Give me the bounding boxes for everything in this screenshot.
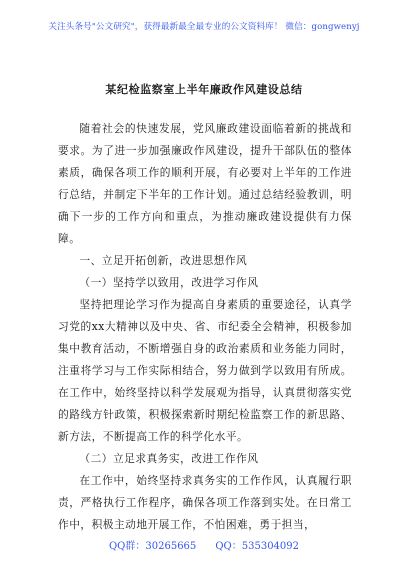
section-heading-1: 一、立足开拓创新，改进思想作风 xyxy=(79,254,248,267)
study-style-paragraph: 坚持把理论学习作为提高自身素质的重要途径，认真学习党的xx大精神以及中央、省、市纪委全会精神，积极参加集中教育活动，不断增强自身的政治素质和业务能力同时，注重将学习与工作实际相结合，努力做到学以致用有所成。在工作中，始终坚持以科学发展观为指导，认真贯彻落实党的路线方针政策，积极探索新时期纪检监察工作的新思路、新方法，不断提高工作的科学化水平。 xyxy=(58,298,352,443)
header-promo-note: 关注头条号"公文研究"，获得最新最全最专业的公文资料库！ 微信：gongwenyj xyxy=(48,22,360,32)
document-title: 某纪检监察室上半年廉政作风建设总结 xyxy=(105,83,303,96)
subsection-heading-1: （一）坚持学以致用，改进学习作风 xyxy=(79,276,259,289)
intro-paragraph: 随着社会的快速发展，党风廉政建设面临着新的挑战和要求。为了进一步加强廉政作风建设，提升干部队伍的整体素质，确保各项工作的顺利开展，有必要对上半年的工作进行总结，并制定下半年的工作计划。通过总结经验教训，明确下一步的工作方向和重点，为推动廉政建设提供有力保障。 xyxy=(58,122,352,245)
subsection-heading-2: （二）立足求真务实，改进工作作风 xyxy=(79,452,259,465)
document-body xyxy=(58,118,352,536)
footer-contact: QQ群：30265665 QQ：535304092 xyxy=(108,541,300,552)
work-style-paragraph: 在工作中，始终坚持求真务实的工作作风，认真履行职责，严格执行工作程序，确保各项工作落到实处。在日常工作中，积极主动地开展工作，不怕困难，勇于担当， xyxy=(58,474,352,531)
